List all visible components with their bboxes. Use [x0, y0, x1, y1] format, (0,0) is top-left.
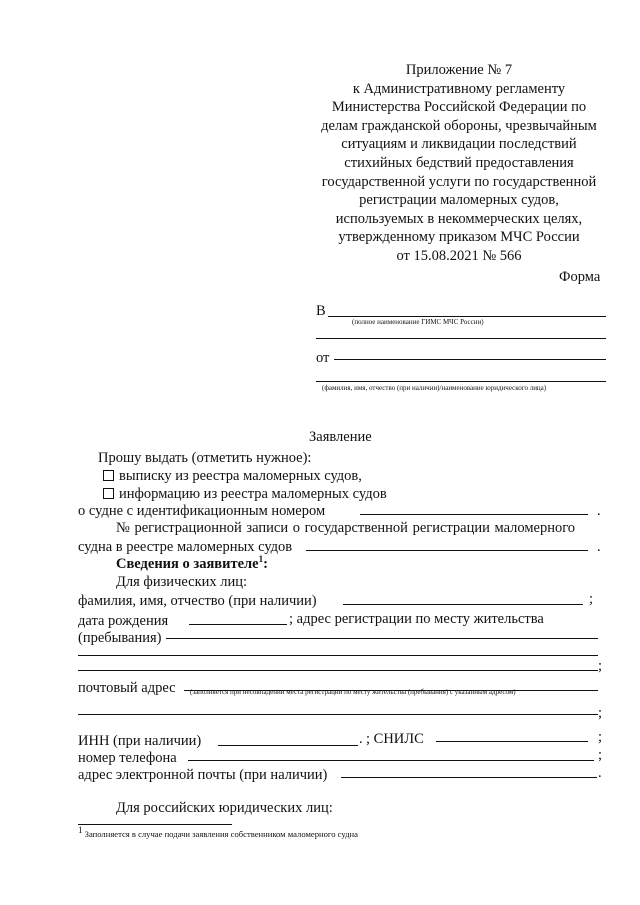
- checkbox-info[interactable]: [103, 488, 114, 499]
- to-field-line-2[interactable]: [316, 338, 606, 339]
- footnote-mark: 1: [78, 825, 83, 836]
- option-info-label: информацию из реестра маломерных судов: [119, 486, 387, 502]
- inn-field[interactable]: [218, 745, 358, 746]
- header-line: делам гражданской обороны, чрезвычайным: [321, 117, 597, 134]
- to-prefix: В: [316, 303, 326, 319]
- appendix-header: [300, 61, 618, 266]
- from-hint: (фамилия, имя, отчество (при наличии)/наименование юридического лица): [322, 384, 547, 392]
- from-field[interactable]: [334, 359, 606, 360]
- header-line: от 15.08.2021 № 566: [396, 247, 522, 264]
- header-line: утвержденному приказом МЧС России: [338, 229, 580, 246]
- checkbox-extract[interactable]: [103, 470, 114, 481]
- postal-semicolon: ;: [598, 705, 603, 721]
- footnote-ref: 1: [258, 554, 264, 565]
- reg-record-field[interactable]: [306, 550, 588, 551]
- header-line: ситуациям и ликвидации последствий: [341, 136, 577, 153]
- header-line: регистрации маломерных судов,: [359, 192, 559, 209]
- residence-label: (пребывания): [78, 630, 162, 646]
- header-line: используемых в некоммерческих целях,: [335, 210, 583, 227]
- applicant-heading-text: Сведения о заявителе: [116, 556, 259, 572]
- reg-address-label: ; адрес регистрации по месту жительства: [289, 611, 544, 627]
- applicant-heading-colon: :: [263, 556, 268, 572]
- individuals-label: Для физических лиц:: [116, 574, 248, 590]
- option-info: [103, 485, 387, 503]
- snils-field[interactable]: [436, 741, 588, 742]
- form-label: Форма: [559, 269, 601, 285]
- id-number-dot: .: [597, 503, 601, 519]
- fio-label: фамилия, имя, отчество (при наличии): [78, 593, 317, 609]
- email-field[interactable]: [341, 777, 597, 778]
- birth-date-label: дата рождения: [78, 613, 169, 629]
- header-line: стихийных бедствий предоставления: [344, 154, 574, 171]
- reg-record-dot: .: [597, 539, 601, 555]
- postal-address-label: почтовый адрес: [78, 680, 176, 696]
- statement-title: Заявление: [309, 429, 372, 445]
- phone-field[interactable]: [188, 760, 594, 761]
- header-line: к Административному регламенту: [352, 80, 566, 97]
- header-line: Приложение № 7: [405, 62, 513, 78]
- residence-semicolon: ;: [598, 658, 603, 674]
- id-number-field[interactable]: [360, 514, 588, 515]
- residence-field[interactable]: [166, 638, 598, 639]
- birth-date-field[interactable]: [189, 624, 287, 625]
- from-field-line-2[interactable]: [316, 381, 606, 382]
- inn-label: ИНН (при наличии): [78, 733, 202, 749]
- snils-label: ; СНИЛС: [366, 731, 424, 747]
- header-line: Министерства Российской Федерации по: [331, 99, 587, 116]
- fio-field[interactable]: [343, 604, 583, 605]
- applicant-heading: [116, 555, 268, 573]
- residence-field-line-3[interactable]: [78, 670, 598, 671]
- header-line: государственной услуги по государственной: [321, 173, 597, 190]
- request-text: Прошу выдать (отметить нужное):: [98, 450, 312, 466]
- id-number-label: о судне с идентификационным номером: [78, 503, 326, 519]
- inn-dot: .: [359, 731, 363, 747]
- email-dot: .: [598, 765, 602, 781]
- legal-entities-label: Для российских юридических лиц:: [116, 800, 333, 816]
- residence-field-line-2[interactable]: [78, 655, 598, 656]
- footnote-separator: [78, 824, 232, 825]
- footnote-text: Заполняется в случае подачи заявления собственником маломерного судна: [82, 829, 358, 839]
- fio-semicolon: ;: [589, 591, 594, 607]
- phone-semicolon: ;: [598, 747, 603, 763]
- email-label: адрес электронной почты (при наличии): [78, 767, 328, 783]
- postal-hint: (заполняется при несовпадении места регистрации по месту жительства (пребывания) с указанным адресом): [190, 688, 516, 696]
- option-extract: [103, 467, 362, 485]
- footnote: [78, 825, 358, 840]
- reg-record-line-1: № регистрационной записи о государственной регистрации маломерного: [116, 520, 576, 536]
- postal-address-field-line-2[interactable]: [78, 714, 598, 715]
- to-hint: (полное наименование ГИМС МЧС России): [352, 318, 484, 326]
- to-field[interactable]: [328, 316, 606, 317]
- phone-label: номер телефона: [78, 750, 177, 766]
- reg-record-line-2: судна в реестре маломерных судов: [78, 539, 293, 555]
- from-prefix: от: [316, 350, 330, 366]
- option-extract-label: выписку из реестра маломерных судов,: [119, 468, 362, 484]
- snils-semicolon: ;: [598, 729, 603, 745]
